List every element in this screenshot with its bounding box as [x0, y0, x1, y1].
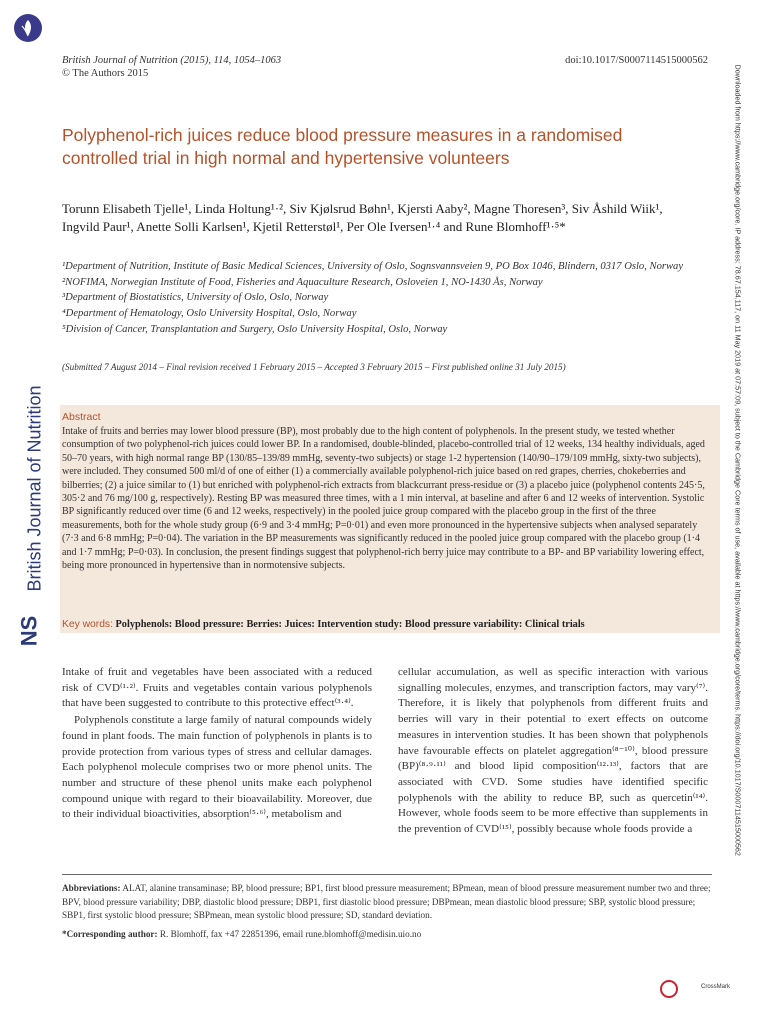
keywords-text: Polyphenols: Blood pressure: Berries: Juices: Intervention study: Blood pressure variability: Clinical trials [115, 619, 585, 630]
submission-dates: (Submitted 7 August 2014 – Final revision received 1 February 2015 – Accepted 3 February 2015 – First published online 31 July 2015) [62, 362, 566, 372]
affiliation-5: ⁵Division of Cancer, Transplantation and Surgery, Oslo University Hospital, Oslo, Norway [62, 323, 448, 335]
corresponding-text: R. Blomhoff, fax +47 22851396, email rune.blomhoff@medisin.uio.no [159, 929, 422, 939]
keywords [62, 619, 585, 630]
society-logo-icon [14, 14, 42, 42]
abstract-heading: Abstract [62, 411, 101, 423]
paragraph: cellular accumulation, as well as specific interaction with various signalling molecules, enzymes, and transcription factors, may vary⁽⁷⁾. Therefore, it is likely that polyphenols from different fruits and berries will vary in their potential to exert effects on outcome measures in intervention studies. It has been shown that polyphenols have favourable effects on platelet aggregation⁽⁸⁻¹⁰⁾, blood pressure (BP)⁽⁸·⁹·¹¹⁾ and blood lipid composition⁽¹²·¹³⁾, factors that are associated with CVD. Some studies have identified specific polyphenols with the ability to reduce BP, such as quercetin⁽¹⁴⁾. However, whole foods seem to be more effective than supplements in the prevention of CVD⁽¹⁵⁾, possibly because whole foods provide a [398, 666, 708, 836]
keywords-label: Key words: [62, 619, 113, 630]
journal-citation: British Journal of Nutrition (2015), 114, 1054–1063 [62, 55, 282, 66]
abbreviations [62, 882, 714, 923]
copyright-line: © The Authors 2015 [62, 68, 149, 79]
affiliation-4: ⁴Department of Hematology, Oslo University Hospital, Oslo, Norway [62, 308, 357, 320]
side-journal-name: British Journal of Nutrition [24, 385, 45, 592]
crossmark-label[interactable]: CrossMark [700, 984, 730, 990]
article-title: Polyphenol-rich juices reduce blood pressure measures in a randomised controlled trial in high normal and hypertensive volunteers [62, 125, 623, 168]
abbreviations-text: ALAT, alanine transaminase; BP, blood pressure; BP1, first blood pressure measurement; BPmean, mean of blood pressure measurement number two and three; BPV, blood pressure variability; DBP, diastolic blood pressure; DBP1, first diastolic blood pressure; DBPmean, mean diastolic blood pressure; SBP, systolic blood pressure; SBP1, first systolic blood pressure; SBPmean, mean systolic blood pressure; SD, standard deviation. [62, 883, 711, 920]
download-notice [733, 64, 743, 856]
download-notice-text: Downloaded from https://www.cambridge.org/core. IP address: 78.67.154.117, on 11 May 2019 at 07:57:09, subject to the Cambridge Core terms of use, available at https://www.cambridge.org/core/terms. https://doi.org/10.1017/S0007114515000562 [733, 64, 743, 856]
paragraph: Polyphenols constitute a large family of natural compounds widely found in plant foods. The main function of polyphenols in plants is to provide protection from various types of stress and cellular damages. Each polyphenol molecule comprises two or more phenol units. The number and structure of these phenol units make each polyphenol compound unique with regard to their bioavailability. Moreover, due to their individual bioactivities, absorption⁽⁵·⁶⁾, metabolism and [62, 714, 372, 821]
crossmark-icon[interactable] [660, 980, 678, 998]
abbreviations-label: Abbreviations: [62, 883, 121, 893]
paragraph: Intake of fruit and vegetables have been associated with a reduced risk of CVD⁽¹·²⁾. Fruits and vegetables contain various polyphenols that have been suggested to contribute to this protective effect⁽³·⁴⁾. [62, 666, 372, 710]
corresponding-label: *Corresponding author: [62, 929, 158, 939]
body-column-left [62, 665, 372, 824]
affiliation-2: ²NOFIMA, Norwegian Institute of Food, Fisheries and Aquaculture Research, Osloveien 1, NO-1430 Ås, Norway [62, 276, 543, 288]
affiliation-1: ¹Department of Nutrition, Institute of Basic Medical Sciences, University of Oslo, Sognsvannsveien 9, PO Box 1046, Blindern, 0317 Oslo, Norway [62, 261, 684, 272]
author-list: Torunn Elisabeth Tjelle¹, Linda Holtung¹·², Siv Kjølsrud Bøhn¹, Kjersti Aaby², Magne Thoresen³, Siv Åshild Wiik¹, Ingvild Paur¹, Anette Solli Karlsen¹, Kjetil Retterstøl¹, Per Ole Iversen¹·⁴ and Rune Blomhoff¹·⁵* [62, 201, 663, 234]
footnote-divider [62, 874, 712, 875]
ns-logo-icon: NS [16, 615, 42, 647]
affiliations [62, 259, 717, 338]
corresponding-author [62, 929, 421, 939]
affiliation-3: ³Department of Biostatistics, University of Oslo, Oslo, Norway [62, 292, 329, 304]
abstract-text: Intake of fruits and berries may lower blood pressure (BP), most probably due to the high content of polyphenols. In the present study, we tested whether consumption of two polyphenol-rich juices could lower BP. In a randomised, double-blinded, placebo-controlled trial of 12 weeks, 134 healthy individuals, aged 50–70 years, with high normal range BP (130/85–139/89 mmHg, seventy-two subjects) or stage 1-2 hypertension (140/90–179/109 mmHg, sixty-two subjects), were included. They consumed 500 ml/d of one of either (1) a commercially available polyphenol-rich juice based on red grapes, cherries, chokeberries and bilberries; (2) a juice similar to (1) but enriched with polyphenol-rich extracts from blackcurrant press-residue or (3) a placebo juice (polyphenol contents 245·5, 305·2 and 76 mg/100 g, respectively). Resting BP was measured three times, with a 1 min interval, at baseline and after 6 and 12 weeks of intervention. Systolic BP significantly reduced over time (6 and 12 weeks, respectively) in the pooled juice group compared with the placebo group in the first of the three measurements, both for the whole study group (6·9 and 3·4 mmHg; P=0·01) and even more pronounced in the hypertensive subjects when analysed separately (7·3 and 6·8 mmHg; P=0·04). The variation in the BP measurements was significantly reduced in the pooled juice group compared with the placebo group (1·4 and 1·7 mmHg; P=0·03). In conclusion, the present findings suggest that polyphenol-rich berry juice may contribute to a BP- and BP variability lowering effect, being more pronounced in hypertensive than in normotensive subjects. [62, 426, 705, 572]
body-column-right [398, 665, 708, 839]
doi: doi:10.1017/S0007114515000562 [565, 55, 708, 66]
